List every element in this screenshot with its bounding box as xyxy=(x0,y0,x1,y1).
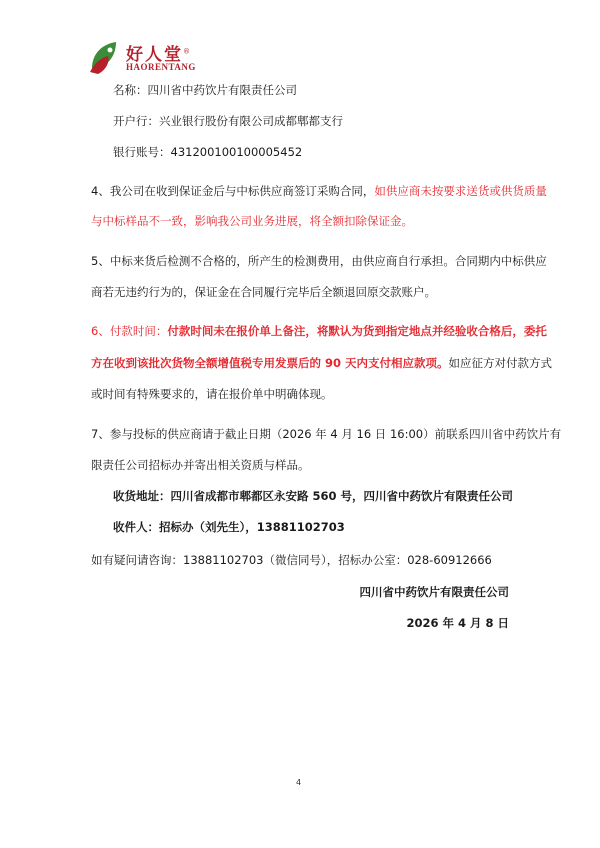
item5-line2: 商若无违约行为的，保证金在合同履行完毕后全额退回原交款账户。 xyxy=(91,285,436,299)
haorentang-logo xyxy=(88,38,198,78)
item6-highlight-2: 方在收到该批次货物全额增值税专用发票后的 90 天内支付相应款项。 xyxy=(91,356,449,370)
signature-date: 2026 年 4 月 8 日 xyxy=(406,616,509,630)
item4-line2: 与中标样品不一致，影响我公司业务进展，将全额扣除保证金。 xyxy=(91,214,413,228)
item6-line1 xyxy=(91,324,547,338)
signature-company: 四川省中药饮片有限责任公司 xyxy=(359,585,509,599)
item6-text: 如应征方对付款方式 xyxy=(448,356,553,370)
item7-line2: 限责任公司招标办并寄出相关资质与样品。 xyxy=(91,458,310,472)
contact-info: 如有疑问请咨询：13881102703（微信同号），招标办公室：028-60912666 xyxy=(91,553,492,567)
delivery-recipient: 收件人：招标办（刘先生），13881102703 xyxy=(113,520,345,534)
item6-label: 6、付款时间： xyxy=(91,324,168,338)
item6-line3: 或时间有特殊要求的，请在报价单中明确体现。 xyxy=(91,387,333,401)
item4-highlight: 如供应商未按要求送货或供货质量 xyxy=(374,184,547,198)
bank-account: 银行账号：431200100100005452 xyxy=(113,145,303,159)
item7-line1: 7、参与投标的供应商请于截止日期（2026 年 4 月 16 日 16:00）前联系四川省中药饮片有 xyxy=(91,427,562,441)
item6-highlight: 付款时间未在报价单上备注，将默认为货到指定地点并经验收合格后，委托 xyxy=(167,324,547,338)
item6-line2 xyxy=(91,356,552,370)
logo-chinese-name: 好人堂® xyxy=(126,45,192,65)
bank-name: 开户行：兴业银行股份有限公司成都郫都支行 xyxy=(113,114,343,128)
page-number: 4 xyxy=(296,778,302,787)
item4-text: 4、我公司在收到保证金后与中标供应商签订采购合同， xyxy=(91,184,375,198)
item4-line1 xyxy=(91,184,547,198)
delivery-address: 收货地址：四川省成都市郫都区永安路 560 号，四川省中药饮片有限责任公司 xyxy=(113,489,514,503)
account-name: 名称：四川省中药饮片有限责任公司 xyxy=(113,83,297,97)
logo-english-name: HAORENTANG xyxy=(126,62,196,72)
item5-line1: 5、中标来货后检测不合格的，所产生的检测费用，由供应商自行承担。合同期内中标供应 xyxy=(91,254,547,268)
leaf-bird-icon xyxy=(88,38,122,76)
